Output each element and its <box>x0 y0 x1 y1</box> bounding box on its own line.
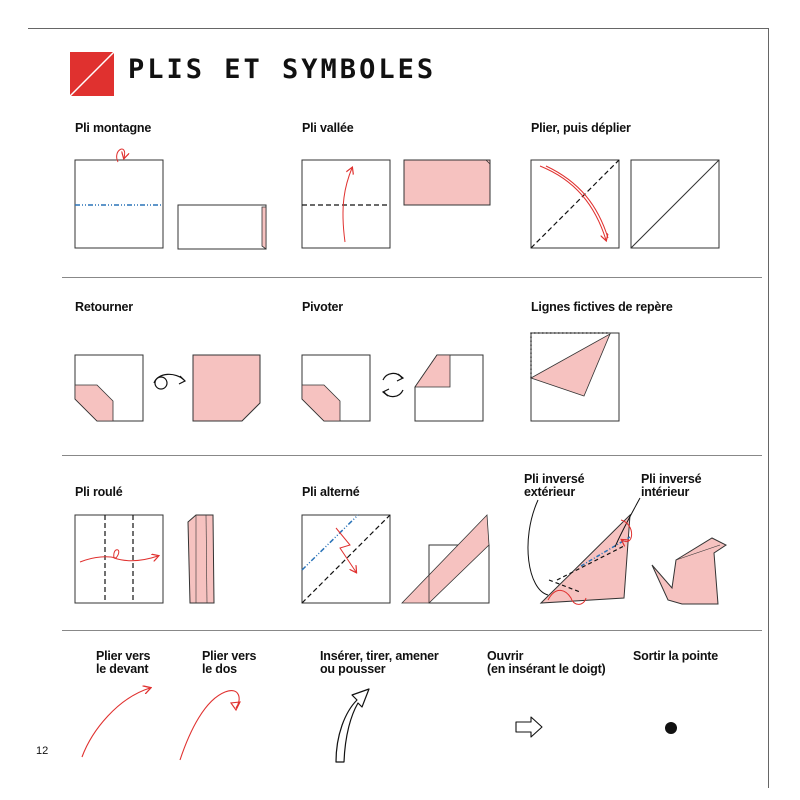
rotate-diagram <box>302 355 483 421</box>
label-fold-front-line2: le devant <box>96 662 149 676</box>
alternate-fold-diagram <box>302 515 489 603</box>
reference-lines-diagram <box>531 333 619 421</box>
pull-out-dot-icon <box>665 722 677 734</box>
open-arrow-icon <box>516 717 542 737</box>
fold-front-arrow-icon <box>82 688 150 757</box>
label-reference-lines: Lignes fictives de repère <box>531 300 673 314</box>
label-rotate: Pivoter <box>302 300 343 314</box>
fold-back-arrow-icon <box>180 691 240 760</box>
valley-fold-diagram <box>302 160 490 248</box>
turn-over-diagram <box>75 355 260 421</box>
page-number: 12 <box>36 745 49 757</box>
label-outside-reverse-line1: Pli inversé <box>524 472 585 486</box>
fold-unfold-diagram <box>531 160 719 248</box>
label-roll-fold: Pli roulé <box>75 485 123 499</box>
label-insert-line1: Insérer, tirer, amener <box>320 649 439 663</box>
insert-pull-arrow-icon <box>336 689 369 762</box>
label-inside-reverse-line2: intérieur <box>641 485 690 499</box>
label-alternate-fold: Pli alterné <box>302 485 360 499</box>
label-valley-fold: Pli vallée <box>302 121 354 135</box>
reverse-fold-diagram <box>528 498 726 604</box>
label-insert-line2: ou pousser <box>320 662 386 676</box>
label-mountain-fold: Pli montagne <box>75 121 152 135</box>
label-fold-front-line1: Plier vers <box>96 649 151 663</box>
label-open-line1: Ouvrir <box>487 649 524 663</box>
label-outside-reverse-line2: extérieur <box>524 485 576 499</box>
mountain-fold-diagram <box>75 149 266 249</box>
label-inside-reverse-line1: Pli inversé <box>641 472 702 486</box>
label-pull-out: Sortir la pointe <box>633 649 719 663</box>
label-fold-back-line1: Plier vers <box>202 649 257 663</box>
label-turn-over: Retourner <box>75 300 133 314</box>
page-title: PLIS ET SYMBOLES <box>128 54 437 85</box>
label-open-line2: (en insérant le doigt) <box>487 662 606 676</box>
label-fold-unfold: Plier, puis déplier <box>531 121 631 135</box>
label-fold-back-line2: le dos <box>202 662 237 676</box>
roll-fold-diagram <box>75 515 214 603</box>
